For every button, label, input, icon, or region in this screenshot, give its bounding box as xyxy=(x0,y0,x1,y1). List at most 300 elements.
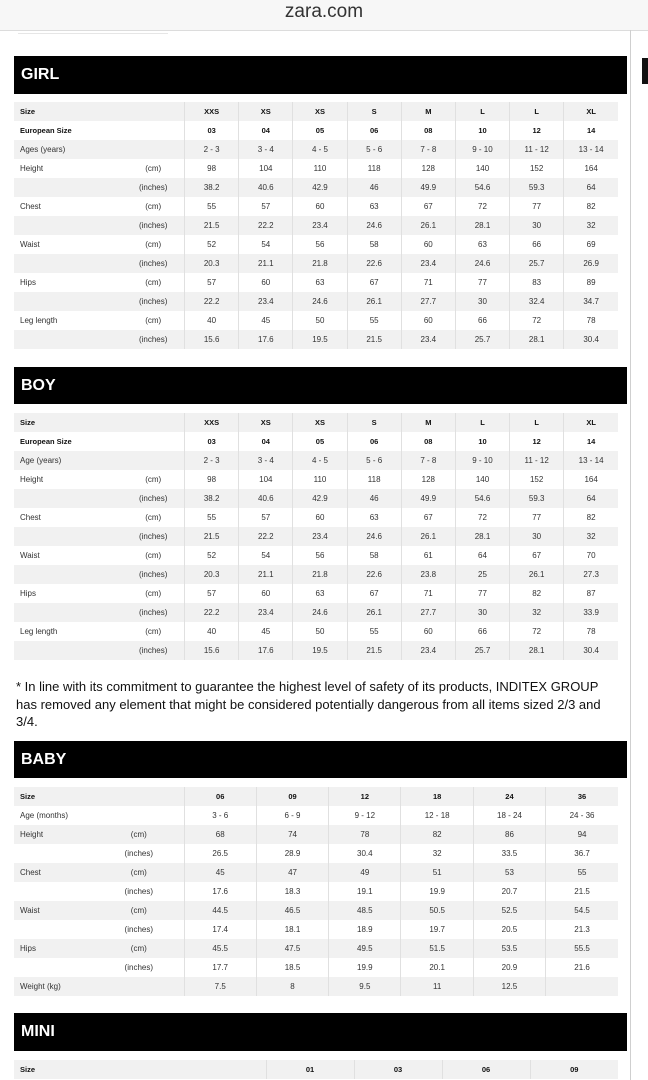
table-cell: 33.5 xyxy=(473,844,545,863)
table-cell: 38.2 xyxy=(185,178,239,197)
table-cell: 19.5 xyxy=(293,641,347,660)
baby-size-table xyxy=(14,787,618,996)
table-cell: 19.1 xyxy=(329,882,401,901)
table-cell: 27.3 xyxy=(564,565,618,584)
table-cell: 60 xyxy=(401,622,455,641)
table-cell: 82 xyxy=(564,197,618,216)
baby-section-header: BABY xyxy=(14,741,627,778)
table-cell: 55 xyxy=(347,311,401,330)
table-cell: 55 xyxy=(546,863,618,882)
table-cell: 20.9 xyxy=(473,958,545,977)
row-unit: (inches) xyxy=(122,641,184,660)
table-cell: 28.9 xyxy=(256,844,328,863)
table-cell: 22.2 xyxy=(239,527,293,546)
row-label: Chest xyxy=(20,513,41,522)
mini-section-header: MINI xyxy=(14,1013,627,1051)
table-cell: 89 xyxy=(564,273,618,292)
table-row xyxy=(14,806,618,825)
table-cell: 30.4 xyxy=(564,641,618,660)
row-unit xyxy=(94,806,184,825)
table-cell: 21.1 xyxy=(239,565,293,584)
table-row xyxy=(14,901,618,920)
table-cell: 27.7 xyxy=(401,292,455,311)
table-cell: 45 xyxy=(239,311,293,330)
table-cell: 71 xyxy=(401,273,455,292)
row-label: Height xyxy=(14,825,94,844)
table-cell: XXS xyxy=(185,102,239,121)
table-cell: 23.4 xyxy=(401,641,455,660)
table-cell: 78 xyxy=(564,311,618,330)
table-cell: 21.8 xyxy=(293,565,347,584)
table-row xyxy=(14,159,618,178)
table-cell: 23.4 xyxy=(239,292,293,311)
scroll-indicator[interactable] xyxy=(642,58,648,84)
table-cell: 22.2 xyxy=(185,603,239,622)
table-cell: 60 xyxy=(239,273,293,292)
girl-size-table xyxy=(14,102,618,349)
table-cell: 9 - 10 xyxy=(455,451,509,470)
row-label xyxy=(14,603,122,622)
table-cell: 12 xyxy=(510,432,564,451)
table-cell: 55.5 xyxy=(546,939,618,958)
row-unit: (inches) xyxy=(122,292,184,311)
table-cell: 54.5 xyxy=(546,901,618,920)
table-cell: 64 xyxy=(564,489,618,508)
table-row xyxy=(14,977,618,996)
table-row xyxy=(14,178,618,197)
table-row xyxy=(14,584,618,603)
table-cell: 57 xyxy=(239,508,293,527)
table-cell: 45.5 xyxy=(184,939,256,958)
table-cell: 01 xyxy=(266,1060,354,1079)
table-cell: 21.5 xyxy=(347,641,401,660)
table-cell: 77 xyxy=(455,584,509,603)
table-row xyxy=(14,844,618,863)
table-cell: 50 xyxy=(293,622,347,641)
row-unit: (inches) xyxy=(122,565,184,584)
table-cell: 71 xyxy=(401,584,455,603)
row-unit: (inches) xyxy=(124,963,153,972)
table-row xyxy=(14,882,618,901)
table-cell: 24.6 xyxy=(455,254,509,273)
table-cell: 21.3 xyxy=(546,920,618,939)
row-unit xyxy=(122,102,184,121)
table-cell: 63 xyxy=(347,197,401,216)
table-cell: 64 xyxy=(564,178,618,197)
safety-note: * In line with its commitment to guarantee the highest level of safety of its products, INDITEX GROUP has removed any element that might be considered potentially dangerous from all items sized 2/3 and 3/4. xyxy=(16,679,601,729)
table-cell: 04 xyxy=(239,432,293,451)
table-cell: 128 xyxy=(401,159,455,178)
table-cell: L xyxy=(455,413,509,432)
table-cell: 26.1 xyxy=(401,527,455,546)
row-label: Height xyxy=(20,475,44,484)
table-cell: 9 - 10 xyxy=(455,140,509,159)
table-row xyxy=(14,235,618,254)
table-cell: 21.5 xyxy=(347,330,401,349)
row-label: Hips xyxy=(20,278,37,287)
table-cell: 72 xyxy=(510,622,564,641)
table-cell: 18.9 xyxy=(329,920,401,939)
table-cell: 06 xyxy=(442,1060,530,1079)
table-cell: 23.4 xyxy=(401,254,455,273)
table-cell: 18.5 xyxy=(256,958,328,977)
table-cell: 18.3 xyxy=(256,882,328,901)
table-cell: 110 xyxy=(293,159,347,178)
table-cell: 82 xyxy=(564,508,618,527)
table-cell: 140 xyxy=(455,470,509,489)
table-cell: 40.6 xyxy=(239,178,293,197)
table-row xyxy=(14,216,618,235)
row-label: Age (years) xyxy=(14,451,122,470)
table-cell: 50.5 xyxy=(401,901,473,920)
table-cell: 4 - 5 xyxy=(293,451,347,470)
table-cell: 18 - 24 xyxy=(473,806,545,825)
row-unit xyxy=(122,121,184,140)
row-label xyxy=(14,292,122,311)
table-cell: 50 xyxy=(293,311,347,330)
row-unit: (cm) xyxy=(145,475,162,484)
row-unit: (inches) xyxy=(122,330,184,349)
table-cell: 72 xyxy=(455,508,509,527)
table-row xyxy=(14,102,618,121)
row-unit xyxy=(94,977,184,996)
table-cell: 94 xyxy=(546,825,618,844)
table-cell: 19.9 xyxy=(329,958,401,977)
table-cell: 9.5 xyxy=(329,977,401,996)
row-label: European Size xyxy=(20,126,72,135)
row-label: Size xyxy=(14,1060,266,1079)
table-cell: 70 xyxy=(564,546,618,565)
table-cell: 63 xyxy=(347,508,401,527)
table-cell: 64 xyxy=(455,546,509,565)
table-cell: 05 xyxy=(293,432,347,451)
table-cell: 12 xyxy=(329,787,401,806)
table-cell: 03 xyxy=(185,432,239,451)
table-row xyxy=(14,1060,618,1079)
table-cell: 58 xyxy=(347,546,401,565)
row-label: Waist xyxy=(14,901,94,920)
table-cell: 30 xyxy=(510,527,564,546)
table-cell: 110 xyxy=(293,470,347,489)
table-cell: L xyxy=(455,102,509,121)
table-cell: 25.7 xyxy=(455,330,509,349)
divider xyxy=(18,33,168,34)
table-cell: 22.6 xyxy=(347,254,401,273)
table-cell: 42.9 xyxy=(293,489,347,508)
table-cell: 17.4 xyxy=(184,920,256,939)
table-cell: 24.6 xyxy=(293,292,347,311)
table-cell: 67 xyxy=(510,546,564,565)
table-cell: 52 xyxy=(185,546,239,565)
row-unit xyxy=(122,413,184,432)
table-cell: 77 xyxy=(455,273,509,292)
table-cell: 11 xyxy=(401,977,473,996)
table-cell: 17.6 xyxy=(184,882,256,901)
row-label: Ages (years) xyxy=(14,140,122,159)
table-cell: 05 xyxy=(293,121,347,140)
table-row xyxy=(14,197,618,216)
table-cell: 5 - 6 xyxy=(347,140,401,159)
row-unit: (cm) xyxy=(94,825,184,844)
table-cell: 17.6 xyxy=(239,641,293,660)
table-cell: 86 xyxy=(473,825,545,844)
row-unit: (cm) xyxy=(94,939,184,958)
table-cell: 23.4 xyxy=(293,527,347,546)
table-cell: 34.7 xyxy=(564,292,618,311)
table-cell: 26.1 xyxy=(510,565,564,584)
table-cell: 13 - 14 xyxy=(564,140,618,159)
table-cell: 21.5 xyxy=(185,216,239,235)
row-label xyxy=(14,216,122,235)
table-cell: 152 xyxy=(510,159,564,178)
table-cell: 21.1 xyxy=(239,254,293,273)
row-unit: (inches) xyxy=(122,216,184,235)
table-cell: 49 xyxy=(329,863,401,882)
table-cell: 20.1 xyxy=(401,958,473,977)
row-label xyxy=(14,330,122,349)
table-cell: 3 - 4 xyxy=(239,140,293,159)
table-cell: 32.4 xyxy=(510,292,564,311)
table-cell: 32 xyxy=(401,844,473,863)
table-cell: 10 xyxy=(455,121,509,140)
table-cell: 63 xyxy=(293,273,347,292)
row-unit: (cm) xyxy=(145,164,162,173)
table-cell: 49.9 xyxy=(401,178,455,197)
row-unit xyxy=(122,451,184,470)
table-cell: 59.3 xyxy=(510,489,564,508)
row-label: Age (months) xyxy=(20,811,69,820)
table-cell: XXS xyxy=(185,413,239,432)
table-cell: 104 xyxy=(239,159,293,178)
row-unit: (inches) xyxy=(122,489,184,508)
table-cell: 09 xyxy=(530,1060,618,1079)
table-cell: XL xyxy=(564,102,618,121)
row-label: Size xyxy=(14,102,122,121)
boy-size-table xyxy=(14,413,618,660)
table-cell: 6 - 9 xyxy=(256,806,328,825)
table-cell: 30 xyxy=(510,216,564,235)
table-cell: 38.2 xyxy=(185,489,239,508)
table-cell: 4 - 5 xyxy=(293,140,347,159)
table-cell: 49.9 xyxy=(401,489,455,508)
table-cell: 26.9 xyxy=(564,254,618,273)
table-row xyxy=(14,311,618,330)
table-row xyxy=(14,330,618,349)
table-cell: 26.1 xyxy=(347,292,401,311)
table-cell: 28.1 xyxy=(510,641,564,660)
table-cell: 11 - 12 xyxy=(510,451,564,470)
table-cell: 32 xyxy=(564,527,618,546)
row-label: Height xyxy=(20,164,44,173)
table-cell: 12 xyxy=(510,121,564,140)
table-cell: 55 xyxy=(185,197,239,216)
table-cell: 82 xyxy=(510,584,564,603)
table-cell: 52.5 xyxy=(473,901,545,920)
row-label: Hips xyxy=(20,589,37,598)
table-cell: 78 xyxy=(329,825,401,844)
table-cell: M xyxy=(401,413,455,432)
table-cell: 44.5 xyxy=(184,901,256,920)
row-unit: (cm) xyxy=(94,863,184,882)
table-row xyxy=(14,565,618,584)
table-cell: 26.1 xyxy=(347,603,401,622)
table-cell: XL xyxy=(564,413,618,432)
table-cell: 54 xyxy=(239,235,293,254)
table-cell: 3 - 4 xyxy=(239,451,293,470)
table-cell: 58 xyxy=(347,235,401,254)
row-unit: (inches) xyxy=(122,527,184,546)
table-cell: 36 xyxy=(546,787,618,806)
table-cell: 09 xyxy=(256,787,328,806)
table-cell: 26.1 xyxy=(401,216,455,235)
table-cell: 23.4 xyxy=(401,330,455,349)
table-cell: 20.5 xyxy=(473,920,545,939)
table-cell: 27.7 xyxy=(401,603,455,622)
table-row xyxy=(14,121,618,140)
row-label: Leg length xyxy=(20,627,58,636)
table-cell: 32 xyxy=(510,603,564,622)
table-cell: 24 - 36 xyxy=(546,806,618,825)
table-cell: 06 xyxy=(347,121,401,140)
row-unit: (cm) xyxy=(145,551,162,560)
table-cell: 19.5 xyxy=(293,330,347,349)
row-label: Waist xyxy=(20,240,40,249)
table-row xyxy=(14,508,618,527)
row-label: Chest xyxy=(20,202,41,211)
table-cell: 11 - 12 xyxy=(510,140,564,159)
table-cell: 40.6 xyxy=(239,489,293,508)
table-cell: 25 xyxy=(455,565,509,584)
table-row xyxy=(14,451,618,470)
table-cell: 18 xyxy=(401,787,473,806)
row-label: Weight (kg) xyxy=(14,977,94,996)
table-cell: 33.9 xyxy=(564,603,618,622)
table-row xyxy=(14,413,618,432)
table-cell: 26.5 xyxy=(184,844,256,863)
table-cell: 7 - 8 xyxy=(401,451,455,470)
table-row xyxy=(14,273,618,292)
table-cell: 22.6 xyxy=(347,565,401,584)
table-cell: 20.7 xyxy=(473,882,545,901)
table-cell: 54 xyxy=(239,546,293,565)
table-cell: 63 xyxy=(293,584,347,603)
table-cell: 66 xyxy=(510,235,564,254)
table-cell: 51 xyxy=(401,863,473,882)
row-label: Size xyxy=(14,787,94,806)
table-cell: 30 xyxy=(455,292,509,311)
table-cell: 46.5 xyxy=(256,901,328,920)
row-label xyxy=(14,178,122,197)
row-label xyxy=(14,641,122,660)
table-cell: XS xyxy=(293,102,347,121)
table-cell: 52 xyxy=(185,235,239,254)
table-row xyxy=(14,470,618,489)
table-cell: 28.1 xyxy=(510,330,564,349)
table-cell: 21.6 xyxy=(546,958,618,977)
row-unit: (inches) xyxy=(122,603,184,622)
mini-size-table xyxy=(14,1060,618,1079)
table-cell: 3 - 6 xyxy=(184,806,256,825)
table-cell: 19.7 xyxy=(401,920,473,939)
row-label xyxy=(14,882,94,901)
row-unit xyxy=(122,432,184,451)
table-cell: 24.6 xyxy=(347,216,401,235)
table-row xyxy=(14,622,618,641)
table-cell: 17.7 xyxy=(184,958,256,977)
table-cell: 23.8 xyxy=(401,565,455,584)
table-cell: 25.7 xyxy=(510,254,564,273)
table-cell: 72 xyxy=(455,197,509,216)
table-cell: 23.4 xyxy=(239,603,293,622)
table-cell: 59.3 xyxy=(510,178,564,197)
row-label xyxy=(14,489,122,508)
row-label xyxy=(14,844,94,863)
table-cell: L xyxy=(510,413,564,432)
table-cell: 46 xyxy=(347,489,401,508)
table-cell: 2 - 3 xyxy=(185,140,239,159)
row-label xyxy=(14,565,122,584)
table-row xyxy=(14,825,618,844)
table-cell: 60 xyxy=(293,508,347,527)
table-cell: 67 xyxy=(401,508,455,527)
table-cell: 54.6 xyxy=(455,489,509,508)
table-row xyxy=(14,254,618,273)
table-cell: 14 xyxy=(564,432,618,451)
table-cell: 54.6 xyxy=(455,178,509,197)
url-text[interactable]: zara.com xyxy=(284,1,364,22)
table-cell: 10 xyxy=(455,432,509,451)
table-cell: 67 xyxy=(401,197,455,216)
table-cell: L xyxy=(510,102,564,121)
table-cell: 48.5 xyxy=(329,901,401,920)
browser-bar xyxy=(0,0,648,31)
table-cell: 66 xyxy=(455,622,509,641)
table-cell: 46 xyxy=(347,178,401,197)
table-cell xyxy=(546,977,618,996)
table-cell: 57 xyxy=(185,273,239,292)
table-cell: 60 xyxy=(239,584,293,603)
row-unit: (inches) xyxy=(122,254,184,273)
table-cell: 67 xyxy=(347,584,401,603)
table-row xyxy=(14,140,618,159)
table-cell: 60 xyxy=(293,197,347,216)
table-row xyxy=(14,527,618,546)
table-cell: 24.6 xyxy=(293,603,347,622)
page-edge xyxy=(630,30,631,1080)
table-cell: 7 - 8 xyxy=(401,140,455,159)
row-label xyxy=(14,920,94,939)
table-cell: 77 xyxy=(510,197,564,216)
table-cell: 82 xyxy=(401,825,473,844)
table-cell: 45 xyxy=(184,863,256,882)
table-cell: 21.8 xyxy=(293,254,347,273)
table-cell: 25.7 xyxy=(455,641,509,660)
table-cell: 19.9 xyxy=(401,882,473,901)
table-cell: 20.3 xyxy=(185,565,239,584)
table-cell: 72 xyxy=(510,311,564,330)
table-cell: 74 xyxy=(256,825,328,844)
table-cell: 03 xyxy=(185,121,239,140)
table-row xyxy=(14,920,618,939)
table-cell: 164 xyxy=(564,470,618,489)
table-cell: 04 xyxy=(239,121,293,140)
table-cell: 69 xyxy=(564,235,618,254)
row-label: Hips xyxy=(14,939,94,958)
table-row xyxy=(14,603,618,622)
table-cell: 03 xyxy=(354,1060,442,1079)
table-cell: 57 xyxy=(239,197,293,216)
table-cell: 83 xyxy=(510,273,564,292)
